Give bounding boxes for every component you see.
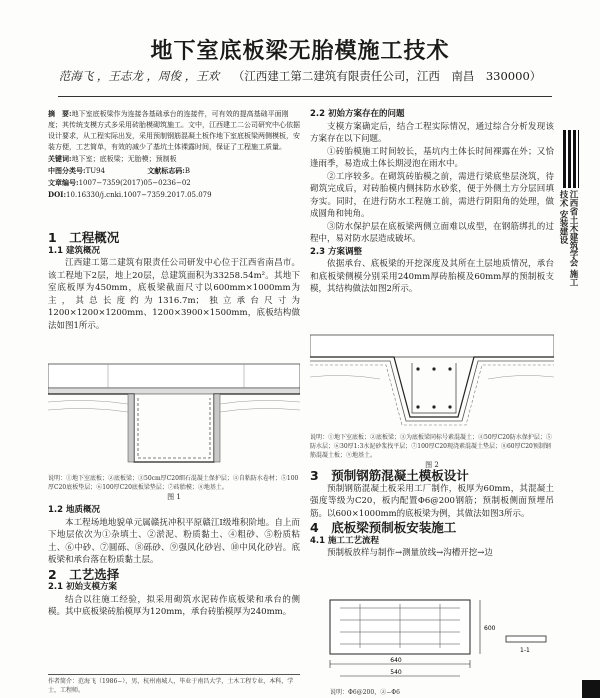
abstract-label: 摘 要: [48,109,72,118]
paragraph: 本工程场地地貌单元属赣抚冲积平原赣江Ⅰ级堆积阶地。自上而下地层依次为①杂填土、②淤泥、粉质黏土、④粗砂、⑤粉质粘土、⑥中砂、⑦圆砾、⑧砾砂、⑨强风化砂岩、⑩中风化砂岩。底板梁和承台落在粉质黏土层。 [48,517,300,565]
section-1-2 [48,504,300,619]
meta-row-2 [48,177,300,189]
paragraph: 支模方案确定后，结合工程实际情况，通过综合分析发现该方案存在以下问题。 [310,121,554,144]
title-rule [58,96,552,97]
paragraph: ①砖胎模施工时间较长，基坑内土体长时间裸露在外；又恰逢雨季，易造成土体长期浸泡在雨水中。 [310,146,554,169]
subsection-heading: 1.1 建筑概况 [48,245,101,256]
section-heading: 3 预制钢筋混凝土模板设计 [310,468,469,483]
figure-2-drawing [310,333,554,429]
figure-2 [310,333,554,469]
paragraph: 预制板放样与制作→测量放线→沟槽开挖→边 [327,548,493,558]
figure-3-drawing [310,598,554,684]
footnote [48,674,300,695]
page-corner-mark [582,680,600,698]
section-1 [48,232,300,332]
abstract-block [48,108,300,201]
dimension-label: 540 [390,669,402,676]
figure-2-caption: 说明：①地下室底板；②底板梁；③为底板梁同标号素混凝土；④50厚C20防水保护层；⑤防水层；⑥30厚1:3水泥砂浆找平层；⑦100厚C20现浇素混凝土垫层；⑧60厚C20预制钢筋混凝土板；⑨地基土。 [310,434,552,459]
meta-value: B [184,167,191,175]
figure-2-label: 图 2 [425,461,439,469]
dimension-label: 640 [390,657,402,664]
meta-label: 文章编号: [48,178,79,187]
figure-1-label: 图 1 [167,493,181,501]
section-mark: 1-1 [520,647,530,654]
figure-1 [48,358,300,501]
author-affiliation: （江西建工第二建筑有限责任公司，江西 南昌 330000） [232,69,542,83]
journal-sidebar-text: 江西省土木建筑学会 施工技术 安装建设 [558,190,578,287]
subsection-heading: 2.2 初始方案存在的问题 [310,109,405,119]
section-heading: 1 工程概况 [48,230,120,245]
keywords [48,153,300,165]
paragraph: 预制钢筋混凝土板采用工厂制作，板厚为60mm，其混凝土强度等级为C20，板内配置Φ6@200钢筋；预制板侧面预埋吊筋。以600×1000mm的底板梁为例，其做法如图3所示。 [310,483,554,519]
meta-row-3 [48,189,300,201]
meta-label: 文献标志码: [147,166,185,175]
meta-row-1 [48,165,300,177]
paper-title: 地下室底板梁无胎模施工技术 [150,39,450,64]
figure-1-drawing [48,358,300,470]
paragraph: ②工序较多。在砌筑砖胎模之前，需进行梁底垫层浇筑，待砌筑完成后，对砖胎模内侧抹防水砂浆，便于外侧土方分层回填夯实。同时，在进行防水工程施工前，需进行阴阳角的处理，做成圆角和钝角。 [310,171,554,219]
section-heading: 2 工艺选择 [48,566,120,582]
section-2-2 [310,108,554,296]
section-3 [310,470,554,560]
abstract-text: 地下室底板梁作为连接各基础承台的连接件，可有效的提高基础平面刚度；其传统支模方式多采用砖胎模砌筑施工。文中，江西建工二公司研究中心依据设计要求，从工程实际出发，采用预制钢筋混凝土板作地下室底板梁两侧模板，安装方便，工艺简单，有效的减少了基坑土体裸露时间，保证了工程施工质量。 [48,110,300,151]
meta-value: 10.16330/j.cnki.1007−7359.2017.05.079 [66,191,212,199]
authors-line [0,68,600,84]
meta-label: 中图分类号: [48,166,86,175]
abstract [48,108,300,153]
journal-barcode-mark [563,130,579,188]
paragraph: ③防水保护层在底板梁两侧立面难以成型，在钢筋绑扎的过程中，易对防水层造成破坏。 [310,221,554,244]
section-heading: 4 底板梁预制板安装施工 [310,520,457,535]
figure-3-caption: 说明：Φ6@200，②−Φ6 [330,689,400,696]
subsection-heading: 1.2 地质概况 [48,505,101,515]
keywords-text: 地下室；底板梁；无胎模；预制板 [71,155,177,163]
meta-value: 1007−7359(2017)05−0236−02 [78,179,191,187]
author-names: 范海飞 ，王志龙 ，周俊 ，王欢 [58,69,220,83]
figure-3 [310,598,554,696]
paragraph: 结合以往施工经验，拟采用砌筑水泥砖作底板梁和承台的侧模。其中底板梁砖胎模厚为120mm，承台砖胎模厚为240mm。 [48,594,300,617]
paragraph: 依据承台、底板梁的开挖深度及其所在土层地质情况，承台和底板梁侧模分别采用240mm厚砖胎模及60mm厚的预制板支模，其结构做法如图2所示。 [310,259,554,294]
meta-label: DOI: [48,190,67,199]
footnote-text: 作者简介：范海飞（1986−），男，杭州南城人，毕业于南昌大学，土木工程专业，本科，学士，工程师。 [48,678,294,694]
figure-1-caption: 说明：①地下室底板；②底板梁；③50cm厚C20细石混凝土保护层；④自粘防水卷材；⑤100厚C20底板垫层；⑥100厚C20底板梁垫层；⑦砖胎模；⑧地基土。 [48,475,299,491]
subsection-heading: 2.1 初始支模方案 [48,582,118,592]
subsection-heading: 2.3 方案调整 [310,246,363,257]
meta-value: TU94 [85,167,106,175]
keywords-label: 关键词: [48,154,72,163]
paragraph: 江西建工第二建筑有限责任公司研发中心位于江西省南昌市。该工程地下2层，地上20层，总建筑面积为33258.54m²。其地下室底板厚为450mm，底板梁截面尺寸以600mm×1000mm为主，其总长度约为1316.7m；独立承台尺寸为1200×1200×1200mm、1200×3900×1500mm，底板结构做法如图1所示。 [48,258,300,331]
subsection-heading: 4.1 施工工艺流程 [310,535,380,546]
journal-sidebar [560,130,584,290]
dimension-label: 600 [484,625,496,632]
